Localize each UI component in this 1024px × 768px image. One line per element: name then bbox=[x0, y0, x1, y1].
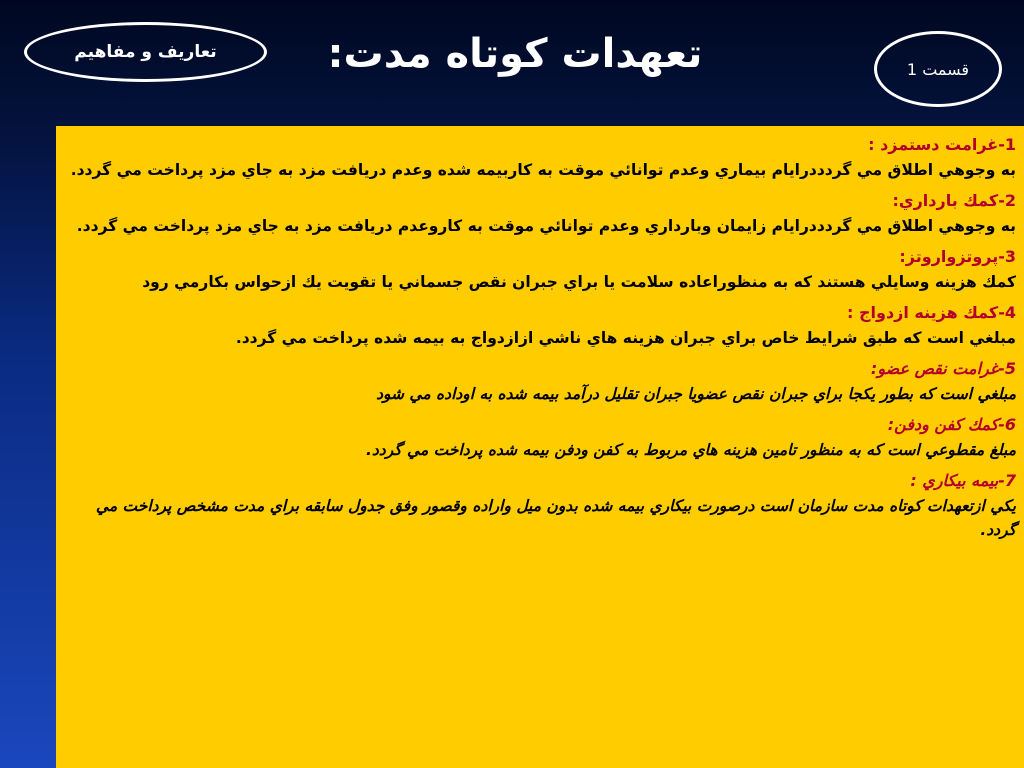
section-heading: 5-غرامت نقص عضو: bbox=[870, 359, 1016, 378]
section-body: کمك هزينه وسايلي هستند که به منظوراعاده سلامت يا براي جبران نقص جسماني يا تقويت يك ازحواس بکارمي رود bbox=[142, 273, 1016, 291]
section-body: مبلغي است که بطور يکجا براي جبران نقص عضويا جبران تقليل درآمد بيمه شده به اوداده مي شود bbox=[376, 385, 1016, 403]
section-disability-compensation bbox=[66, 356, 1016, 406]
section-funeral-aid bbox=[66, 412, 1016, 462]
section-pregnancy-aid bbox=[66, 188, 1016, 238]
section-wage-compensation bbox=[66, 132, 1016, 182]
section-heading: 1-غرامت دستمزد : bbox=[868, 135, 1016, 154]
section-body: به وجوهي اطلاق مي گردددرايام زايمان وبارداري وعدم توانائي موقت به کاروعدم دريافت مزد به جاي مزد پرداخت مي گردد. bbox=[76, 217, 1016, 235]
section-heading: 4-کمك هزينه ازدواج : bbox=[847, 303, 1016, 322]
section-heading: 6-کمك کفن ودفن: bbox=[887, 415, 1016, 434]
section-heading: 3-پروتزواروتز: bbox=[899, 247, 1016, 266]
section-body: به وجوهي اطلاق مي گردددرايام بيماري وعدم توانائي موقت به کاربيمه شده وعدم دريافت مزد به جاي مزد پرداخت مي گردد. bbox=[70, 161, 1016, 179]
content-panel bbox=[56, 126, 1024, 768]
section-unemployment-insurance bbox=[66, 468, 1016, 542]
part-number-label: قسمت 1 bbox=[906, 59, 970, 79]
section-heading: 2-کمك بارداري: bbox=[892, 191, 1016, 210]
page-title: تعهدات کوتاه مدت: bbox=[327, 31, 703, 77]
definitions-oval-label bbox=[24, 22, 267, 82]
section-body: مبلغ مقطوعي است که به منظور تامين هزينه هاي مربوط به کفن ودفن بيمه شده پرداخت مي گردد. bbox=[366, 441, 1016, 459]
part-number-oval bbox=[874, 31, 1002, 107]
section-body: يکي ازتعهدات کوتاه مدت سازمان است درصورت بيکاري بيمه شده بدون ميل واراده وقصور وفق جدول سابقه براي مدت مشخص پرداخت مي گردد. bbox=[95, 497, 1016, 539]
section-prosthesis-orthosis bbox=[66, 244, 1016, 294]
section-heading: 7-بيمه بيکاري : bbox=[910, 471, 1016, 490]
section-marriage-aid bbox=[66, 300, 1016, 350]
definitions-label: تعاريف و مفاهيم bbox=[74, 42, 217, 62]
section-body: مبلغي است که طبق شرايط خاص براي جبران هزينه هاي ناشي ازازدواج به بيمه شده پرداخت مي گردد. bbox=[235, 329, 1016, 347]
